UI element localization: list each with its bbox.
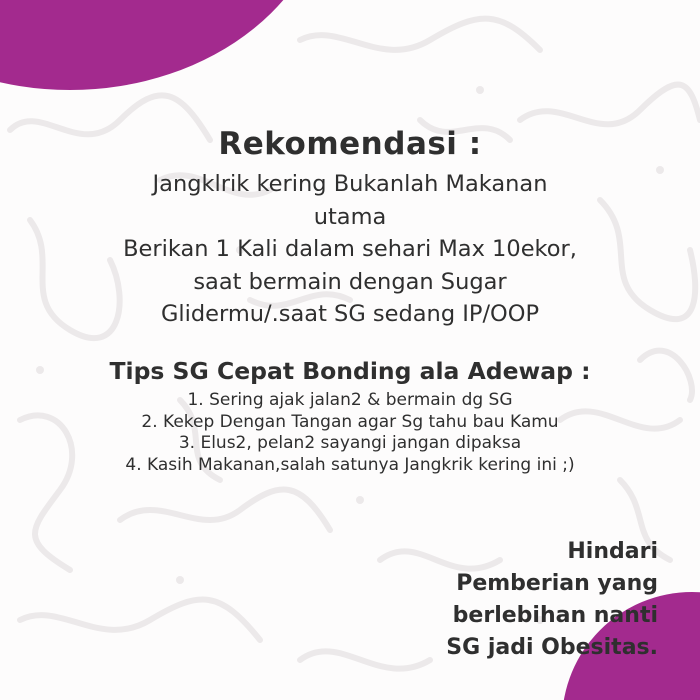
recommendation-body bbox=[0, 168, 700, 331]
tips-title: Tips SG Cepat Bonding ala Adewap : bbox=[109, 357, 591, 385]
tips-item: 1. Sering ajak jalan2 & bermain dg SG bbox=[187, 390, 513, 410]
recommendation-line: saat bermain dengan Sugar bbox=[193, 268, 507, 295]
recommendation-title: Rekomendasi : bbox=[218, 126, 482, 162]
tips-item: 3. Elus2, pelan2 sayangi jangan dipaksa bbox=[178, 433, 522, 453]
warning-note bbox=[446, 536, 658, 664]
warning-line: SG jadi Obesitas. bbox=[446, 635, 658, 660]
warning-line: Pemberian yang bbox=[456, 571, 658, 596]
warning-line: Hindari bbox=[567, 539, 658, 564]
recommendation-line: Glidermu/.saat SG sedang IP/OOP bbox=[160, 301, 540, 327]
tips-item: 2. Kekep Dengan Tangan agar Sg tahu bau Kamu bbox=[141, 411, 559, 432]
tips-list bbox=[0, 390, 700, 476]
recommendation-line: Berikan 1 Kali dalam sehari Max 10ekor, bbox=[123, 236, 577, 262]
recommendation-line: utama bbox=[313, 203, 387, 230]
warning-line: berlebihan nanti bbox=[452, 603, 658, 628]
recommendation-line: Jangklrik kering Bukanlah Makanan bbox=[152, 171, 548, 197]
tips-item: 4. Kasih Makanan,salah satunya Jangkrik kering ini ;) bbox=[125, 454, 575, 475]
